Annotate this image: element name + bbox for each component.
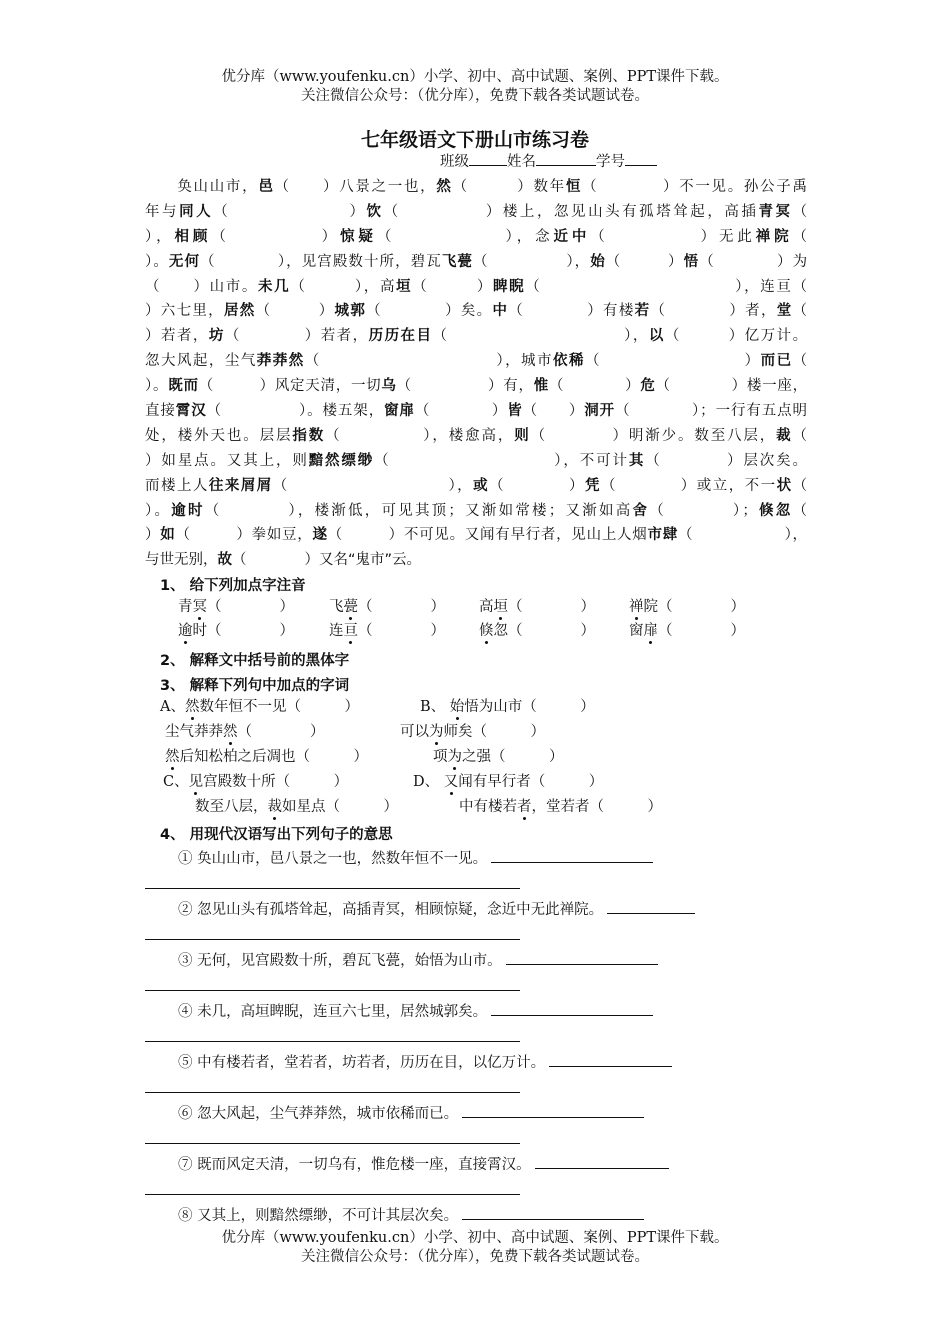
- answer-line: [145, 888, 520, 889]
- passage-segment: （ ）八景之一也，: [274, 179, 437, 195]
- passage-segment: （: [792, 228, 807, 245]
- dotted-char: 禅: [629, 599, 644, 615]
- dotted-char: 冥: [192, 599, 207, 615]
- passage-line: [145, 449, 807, 474]
- passage-segment: （ ），: [272, 477, 474, 494]
- bold-term: 若: [634, 303, 651, 320]
- bold-term: 青冥: [758, 203, 793, 220]
- passage-segment: （ ）不可见。又闻有早行者，见山上人烟: [327, 527, 648, 544]
- bold-term: 莽莽然: [256, 353, 305, 370]
- header-line-1: 优分库（www.youfenku.cn）小学、初中、高中试题、案例、PPT课件下载。: [221, 69, 729, 85]
- page-title: 七年级语文下册山市练习卷: [360, 129, 589, 151]
- passage-segment: （: [792, 427, 807, 444]
- answer-parens: （ ）: [658, 623, 745, 639]
- answer-line: [145, 1194, 520, 1195]
- passage-segment: （ ）者，: [650, 303, 777, 320]
- passage-segment: （ ），: [472, 253, 591, 270]
- pinyin-item: [178, 621, 294, 641]
- dotted-char: 裁: [267, 799, 282, 815]
- passage-segment: 忽大风起，尘气: [145, 353, 257, 370]
- name-label: 姓名: [507, 154, 536, 170]
- q4-heading: 4、 用现代汉语写出下列句子的意思: [160, 827, 393, 843]
- passage-line: [145, 523, 807, 548]
- item-label: C、: [163, 774, 189, 790]
- bold-term: 饮: [366, 203, 384, 220]
- item-text: 项: [433, 749, 448, 765]
- passage-segment: （ ）: [548, 378, 641, 395]
- bold-term: 堂: [776, 303, 793, 320]
- bold-term: 乌: [381, 378, 397, 395]
- passage-segment: （ ）楼一座，: [655, 378, 807, 395]
- dotted-char: 然: [165, 749, 180, 765]
- bold-term: 睥睨: [493, 278, 526, 295]
- passage-segment: （ ）: [412, 278, 493, 295]
- word-item: [433, 747, 564, 767]
- student-info: [440, 150, 657, 171]
- item-char: 飞: [329, 599, 344, 615]
- answer-parens: （ ）: [522, 699, 595, 715]
- item-char: 院: [643, 599, 658, 615]
- passage-segment: （ ）: [211, 228, 341, 245]
- dotted-char: 又: [443, 774, 459, 790]
- footer-line-1: 优分库（www.youfenku.cn）小学、初中、高中试题、案例、PPT课件下载。: [221, 1230, 729, 1246]
- answer-line: [145, 939, 520, 940]
- item-text: ，堂若者: [531, 799, 590, 815]
- pinyin-item: [178, 597, 294, 617]
- bold-term: 历历在目: [368, 328, 433, 345]
- passage-segment: ）若者，: [145, 328, 209, 345]
- passage-segment: （ ），不可计: [374, 452, 629, 469]
- item-sentence: ⑤ 中有楼若者，堂若者，坊若者，历历在目，以亿万计。: [178, 1055, 546, 1071]
- dotted-char: 为: [447, 749, 462, 765]
- item-sentence: ⑦ 既而风定天清，一切乌有，惟危楼一座，直接霄汉。: [178, 1157, 531, 1173]
- answer-parens: （ ）: [358, 623, 445, 639]
- item-char: 窗: [629, 623, 644, 639]
- passage-segment: 年与: [145, 203, 180, 220]
- answer-parens: （ ）: [530, 774, 604, 790]
- dotted-char: 见: [188, 774, 204, 790]
- pinyin-item: [329, 597, 445, 617]
- dotted-char: 为: [429, 724, 444, 740]
- item-sentence: ④ 未几，高垣睥睨，连亘六七里，居然城郭矣。: [178, 1004, 488, 1020]
- word-item: [195, 797, 398, 817]
- passage-segment: （: [792, 203, 807, 220]
- item-text: 之强: [462, 749, 491, 765]
- bold-term: 裁: [776, 427, 793, 444]
- answer-parens: （ ）: [472, 724, 545, 740]
- answer-parens: （ ）: [508, 599, 595, 615]
- item-sentence: ⑥ 忽大风起，尘气莽莽然，城市依稀而已。: [178, 1106, 459, 1122]
- word-item: [163, 772, 348, 792]
- bold-term: 无何: [168, 253, 201, 270]
- number-label: 学号: [596, 154, 625, 170]
- passage-line: [145, 200, 807, 225]
- item-text: 数至八层，: [195, 799, 268, 815]
- bold-term: 如: [160, 527, 176, 544]
- bold-term: 其: [628, 452, 646, 469]
- name-blank: [536, 151, 596, 166]
- passage-segment: （ ）: [584, 353, 761, 370]
- passage-segment: 处，楼外天也。层层: [145, 427, 293, 444]
- bold-term: 相顾: [174, 228, 212, 245]
- item-text: 悟为山市: [464, 699, 523, 715]
- word-item: [413, 772, 603, 792]
- bold-term: 邑: [258, 179, 275, 195]
- passage-segment: （ ）风定天清，一切: [198, 378, 382, 395]
- passage-segment: （ ），见宫殿数十所，碧瓦: [200, 253, 442, 270]
- bold-term: 以: [648, 328, 665, 345]
- answer-parens: （ ）: [491, 749, 564, 765]
- dotted-char: 逾: [178, 623, 193, 639]
- passage-segment: （ ）拳如豆，: [175, 527, 313, 544]
- translate-item: [178, 1154, 669, 1175]
- item-char: 高: [479, 599, 494, 615]
- dotted-char: 然: [184, 699, 200, 715]
- passage-segment: （ ）: [255, 303, 335, 320]
- translate-item: [178, 1001, 653, 1022]
- bold-term: 悟: [683, 253, 700, 270]
- passage-line: [145, 399, 807, 424]
- bold-term: 飞甍: [441, 253, 473, 270]
- translate-item: [178, 950, 658, 971]
- passage-segment: （: [792, 477, 807, 494]
- passage-segment: （ ）: [489, 477, 585, 494]
- bold-term: 然: [436, 179, 453, 195]
- passage-segment: （ ）；: [649, 502, 757, 519]
- dotted-char: 然: [223, 724, 238, 740]
- answer-parens: （ ）: [286, 699, 359, 715]
- passage-line: [145, 424, 807, 449]
- answer-parens: （ ）: [325, 799, 398, 815]
- passage-segment: （ ）山市。: [145, 278, 259, 295]
- number-blank: [625, 151, 657, 166]
- passage-segment: ）。: [145, 502, 172, 519]
- answer-parens: （ ）: [589, 799, 662, 815]
- answer-parens: （ ）: [658, 599, 745, 615]
- bold-term: 市肆: [647, 527, 678, 544]
- pinyin-item: [629, 597, 745, 617]
- passage-segment: （ ）为: [699, 253, 807, 270]
- item-char: 时: [192, 623, 207, 639]
- bold-term: 同人: [179, 203, 214, 220]
- answer-parens: （ ）: [275, 774, 349, 790]
- bold-term: 既而: [168, 378, 199, 395]
- passage-line: [145, 324, 807, 349]
- dotted-char: 扉: [643, 623, 658, 639]
- q1-heading: 1、 给下列加点字注音: [160, 578, 306, 594]
- passage-segment: （ ）: [414, 403, 508, 420]
- passage-segment: （ ），楼渐低，可见其顶；又渐如常楼；又渐如高: [204, 502, 633, 519]
- answer-blank-inline: [462, 1103, 644, 1118]
- passage-segment: （ ）: [605, 253, 684, 270]
- passage-line: [145, 548, 807, 573]
- answer-parens: （ ）: [295, 749, 368, 765]
- word-item: [459, 797, 662, 817]
- bold-term: 惟: [533, 378, 549, 395]
- passage-segment: （ ）数年: [452, 179, 566, 195]
- translate-item: [178, 1205, 644, 1226]
- passage-line: [145, 175, 807, 200]
- item-text: 如星点: [282, 799, 326, 815]
- footer-line-2: 关注微信公众号：（优分库），免费下载各类试题试卷。: [301, 1249, 649, 1265]
- dotted-char: 甍: [343, 599, 358, 615]
- passage-segment: （ ），高: [290, 278, 397, 295]
- pinyin-item: [479, 621, 595, 641]
- dotted-char: 始: [449, 699, 465, 715]
- answer-parens: （ ）: [508, 623, 595, 639]
- passage-segment: （ ）若者，: [224, 328, 369, 345]
- passage-segment: （ ）亿万计。: [664, 328, 807, 345]
- passage-segment: 直接: [145, 403, 176, 420]
- passage-line: [145, 374, 807, 399]
- passage-line: [145, 299, 807, 324]
- q2-heading: 2、 解释文中括号前的黑体字: [160, 653, 350, 669]
- bold-term: 中: [492, 303, 509, 320]
- class-blank: [469, 151, 507, 166]
- passage-segment: （ ），连亘（: [525, 278, 807, 295]
- passage-line: [145, 349, 807, 374]
- passage-segment: （ ）层次矣。: [645, 452, 807, 469]
- bold-term: 故: [217, 552, 232, 569]
- passage-segment: （ ）不一见。孙公子禹: [582, 179, 807, 195]
- passage-segment: （ ）有楼: [508, 303, 635, 320]
- q3-heading: 3、 解释下列句中加点的字词: [160, 678, 350, 694]
- passage-segment: ）如星点。又其上，则: [145, 452, 309, 469]
- item-text: 数年恒不一见: [199, 699, 287, 715]
- bold-term: 坊: [208, 328, 225, 345]
- bold-term: 依稀: [552, 353, 585, 370]
- passage-segment: ）: [145, 527, 161, 544]
- pinyin-item: [329, 621, 445, 641]
- answer-line: [145, 1041, 520, 1042]
- item-sentence: ③ 无何，见宫殿数十所，碧瓦飞甍，始悟为山市。: [178, 953, 502, 969]
- answer-blank-inline: [607, 899, 695, 914]
- bold-term: 居然: [223, 303, 256, 320]
- bold-term: 倏忽: [756, 502, 793, 519]
- passage-line: [145, 275, 807, 300]
- header-line-2: 关注微信公众号：（优分库），免费下载各类试题试卷。: [301, 88, 649, 104]
- answer-parens: （ ）: [207, 599, 294, 615]
- dotted-char: 倏: [479, 623, 494, 639]
- bold-term: 垣: [396, 278, 413, 295]
- passage-line: [145, 499, 807, 524]
- word-item: [165, 747, 368, 767]
- dotted-char: 亘: [343, 623, 358, 639]
- translate-item: [178, 848, 653, 869]
- word-item: [400, 722, 545, 742]
- item-char: 忽: [493, 623, 508, 639]
- item-text: 中有楼若: [459, 799, 517, 815]
- word-item: [160, 697, 359, 717]
- bold-term: 未几: [258, 278, 291, 295]
- bold-term: 皆: [507, 403, 523, 420]
- passage-segment: （ ）楼上，忽见山头有孤塔耸起，高插: [383, 203, 759, 220]
- answer-blank-inline: [462, 1205, 644, 1220]
- passage-segment: （ ）明渐少。数至八层，: [530, 427, 777, 444]
- passage-segment: （ ）: [213, 203, 367, 220]
- bold-term: 恒: [565, 179, 583, 195]
- passage-segment: （ ）；一行有五点明: [615, 403, 807, 420]
- bold-term: 洞开: [584, 403, 616, 420]
- item-text: 后知松柏之后凋也: [179, 749, 296, 765]
- item-sentence: ① 奂山山市，邑八景之一也，然数年恒不一见。: [178, 851, 488, 867]
- translate-item: [178, 1052, 672, 1073]
- item-label: D、: [413, 774, 444, 790]
- passage-segment: （ ），: [432, 328, 649, 345]
- answer-parens: （ ）: [237, 724, 325, 740]
- bold-term: 而已: [760, 353, 793, 370]
- bold-term: 遂: [312, 527, 328, 544]
- passage-segment: ）六七里，: [145, 303, 224, 320]
- dotted-char: 垣: [493, 599, 508, 615]
- bold-term: 黯然缥缈: [308, 452, 375, 469]
- bold-term: 或: [473, 477, 490, 494]
- bold-term: 窗扉: [384, 403, 415, 420]
- bold-term: 城郭: [334, 303, 367, 320]
- bold-term: 禅院: [755, 228, 793, 245]
- answer-blank-inline: [491, 848, 653, 863]
- answer-parens: （ ）: [358, 599, 445, 615]
- pinyin-item: [479, 597, 595, 617]
- answer-line: [145, 1092, 520, 1093]
- bold-term: 则: [514, 427, 531, 444]
- answer-line: [145, 1143, 520, 1144]
- bold-term: 始: [590, 253, 606, 270]
- bold-term: 逾时: [171, 502, 205, 519]
- passage-line: [145, 474, 807, 499]
- passage-segment: ），: [145, 228, 175, 245]
- passage-segment: （: [792, 502, 807, 519]
- passage-segment: （ ）。楼五架，: [206, 403, 385, 420]
- answer-blank-inline: [491, 1001, 653, 1016]
- bold-term: 危: [640, 378, 656, 395]
- bold-term: 往来屑屑: [208, 477, 273, 494]
- item-text: 师矣: [443, 724, 473, 740]
- item-sentence: ⑧ 又其上，则黯然缥缈，不可计其层次矣。: [178, 1208, 459, 1224]
- bold-term: 指数: [292, 427, 326, 444]
- bold-term: 惊疑: [340, 228, 377, 245]
- item-sentence: ② 忽见山头有孤塔耸起，高插青冥，相顾惊疑，念近中无此禅院。: [178, 902, 604, 918]
- translate-item: [178, 1103, 644, 1124]
- answer-blank-inline: [549, 1052, 672, 1067]
- item-char: 连: [329, 623, 344, 639]
- bold-term: 近中: [553, 228, 591, 245]
- passage-segment: （ ），城市: [304, 353, 553, 370]
- passage-segment: （ ）矣。: [366, 303, 493, 320]
- passage-segment: （ ），念: [376, 228, 554, 245]
- answer-blank-inline: [535, 1154, 669, 1169]
- item-label: A、: [160, 699, 185, 715]
- bold-term: 舍: [632, 502, 650, 519]
- passage-segment: （ ），: [677, 527, 807, 544]
- passage-line: [145, 225, 807, 250]
- passage-segment: ）。: [145, 253, 169, 270]
- bold-term: 凭: [584, 477, 601, 494]
- item-text: 宫殿数十所: [203, 774, 276, 790]
- passage-segment: （ ）有，: [396, 378, 534, 395]
- passage-segment: （ ）无此: [590, 228, 756, 245]
- answer-line: [145, 990, 520, 991]
- passage-segment: （ ）又名“鬼市”云。: [232, 552, 422, 569]
- passage-segment: 与世无别，: [145, 552, 218, 569]
- passage-text: [145, 175, 807, 573]
- passage-segment: ）。: [145, 378, 169, 395]
- answer-blank-inline: [506, 950, 658, 965]
- translate-item: [178, 899, 695, 920]
- answer-parens: （ ）: [207, 623, 294, 639]
- word-item: [165, 722, 325, 742]
- item-text: 可以: [400, 724, 429, 740]
- passage-segment: （ ），楼愈高，: [325, 427, 515, 444]
- passage-line: [145, 250, 807, 275]
- word-item: [420, 697, 595, 717]
- bold-term: 状: [776, 477, 793, 494]
- item-char: 青: [178, 599, 193, 615]
- bold-term: 霄汉: [175, 403, 207, 420]
- passage-segment: （: [792, 353, 807, 370]
- item-text: 尘气莽莽: [165, 724, 223, 740]
- item-label: B、: [420, 699, 450, 715]
- passage-segment: 奂山山市，: [145, 179, 259, 195]
- passage-segment: （ ）或立，不一: [600, 477, 777, 494]
- passage-segment: 而楼上人: [145, 477, 209, 494]
- passage-segment: （: [792, 303, 807, 320]
- passage-segment: （ ）: [522, 403, 585, 420]
- dotted-char: 者: [517, 799, 532, 815]
- class-label: 班级: [440, 154, 469, 170]
- item-text: 闻有早行者: [458, 774, 531, 790]
- pinyin-item: [629, 621, 745, 641]
